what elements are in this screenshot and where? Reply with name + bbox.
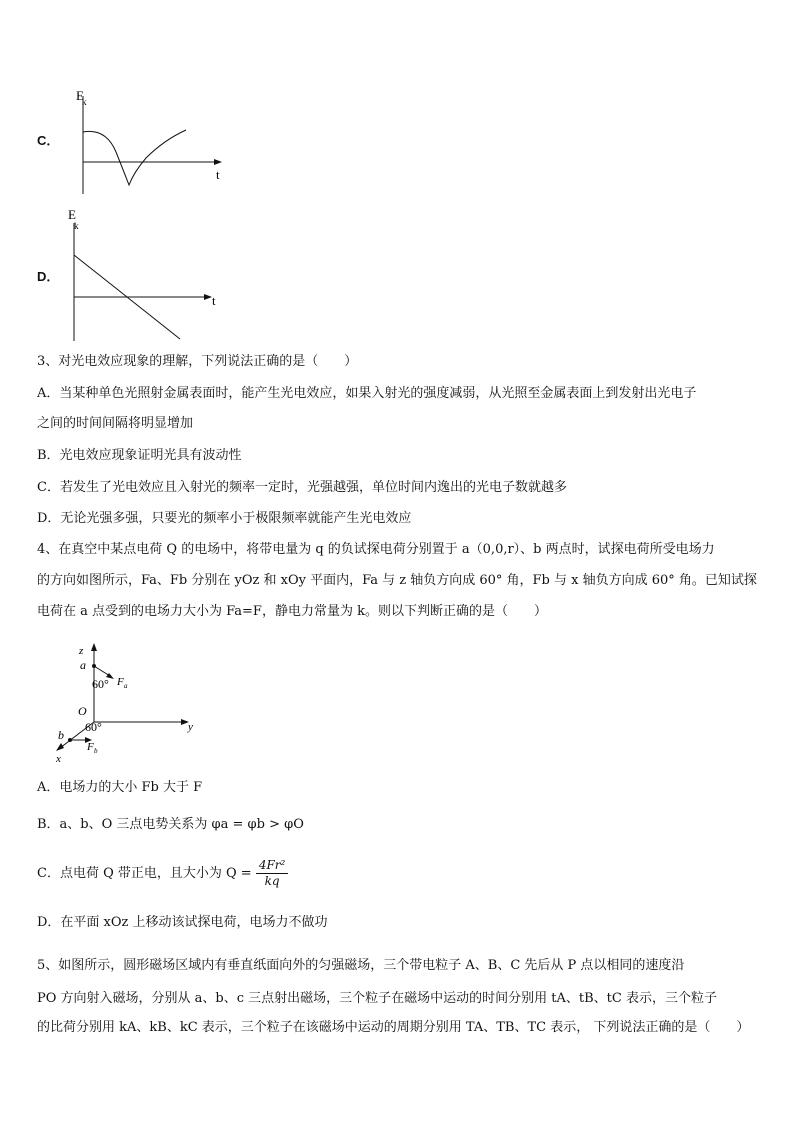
force-fb-label: F: [87, 741, 94, 753]
q3-option-c: C．若发生了光电效应且入射光的频率一定时，光强越强，单位时间内逸出的光电子数就越多: [37, 480, 567, 495]
point-b-label: b: [58, 728, 64, 742]
q4-option-b: B．a、b、O 三点电势关系为 φa = φb > φO: [37, 817, 304, 832]
graph-c-x-arrow: [214, 159, 222, 165]
force-fa-label: F: [117, 676, 124, 688]
q4-stem-line2: 的方向如图所示，Fa、Fb 分别在 yOz 和 xOy 平面内，Fa 与 z 轴负方向成 60° 角，Fb 与 x 轴负方向成 60° 角。已知试探: [37, 573, 757, 588]
q4-option-c: [37, 858, 288, 889]
q4-stem-line1: 4、在真空中某点电荷 Q 的电场中，将带电量为 q 的负试探电荷分别置于 a（0,0,r）、b 两点时，试探电荷所受电场力: [37, 542, 715, 557]
q4-option-a: A．电场力的大小 Fb 大于 F: [37, 780, 203, 795]
graph-d-y-axis-label: E: [68, 207, 76, 222]
origin-label: O: [78, 704, 87, 718]
y-axis-label: y: [188, 721, 193, 733]
q5-stem-line2: PO 方向射入磁场，分别从 a、b、c 三点射出磁场，三个粒子在磁场中运动的时间分别用 tA、tB、tC 表示，三个粒子: [37, 991, 717, 1006]
q5-stem-line1: 5、如图所示，圆形磁场区域内有垂直纸面向外的匀强磁场，三个带电粒子 A、B、C 先后从 P 点以相同的速度沿: [37, 958, 685, 973]
graph-d-x-arrow: [204, 294, 212, 300]
force-fa-arrow: [94, 666, 110, 676]
graph-d-y-axis-sub: k: [74, 221, 79, 231]
x-axis-label: x: [56, 753, 61, 765]
graph-d-x-axis-label: t: [212, 293, 216, 308]
angle-b-label: 60°: [85, 720, 102, 734]
angle-a-label: 60°: [92, 677, 109, 691]
z-axis-label: z: [79, 645, 84, 657]
q4-stem-line3: 电荷在 a 点受到的电场力大小为 Fa=F，静电力常量为 k。则以下判断正确的是（ ）: [37, 604, 547, 619]
graph-c-curve: [83, 130, 186, 185]
x-axis-arrow: [56, 743, 64, 751]
q4-option-c-text: C．点电荷 Q 带正电，且大小为 Q =: [37, 866, 252, 881]
fraction-denominator: kq: [264, 874, 280, 888]
fraction-numerator: 4Fr²: [256, 858, 289, 874]
graph-c-ek-t: [68, 86, 228, 198]
force-fb-sub: b: [94, 747, 98, 755]
q3-option-d: D．无论光强多强，只要光的频率小于极限频率就能产生光电效应: [37, 511, 412, 526]
q3-option-a-line2: 之间的时间间隔将明显增加: [37, 416, 194, 431]
graph-c-y-axis-sub: k: [82, 97, 87, 107]
option-d-label: D．: [37, 269, 60, 284]
q5-stem-line3: 的比荷分别用 kA、kB、kC 表示，三个粒子在该磁场中运动的周期分别用 TA、TB、TC 表示， 下列说法正确的是（ ）: [37, 1020, 750, 1035]
q3-option-b: B．光电效应现象证明光具有波动性: [37, 448, 242, 463]
q3-option-a-line1: A．当某种单色光照射金属表面时，能产生光电效应，如果入射光的强度减弱，从光照至金属表面上到发射出光电子: [37, 386, 697, 401]
graph-d-ek-t: [62, 205, 227, 345]
option-c-label: C．: [37, 133, 60, 148]
point-a-label: a: [80, 658, 86, 672]
graph-c-y-axis-label: E: [76, 88, 84, 103]
q3-stem: 3、对光电效应现象的理解，下列说法正确的是（ ）: [37, 354, 358, 369]
q4-option-d: D．在平面 xOz 上移动该试探电荷，电场力不做功: [37, 915, 328, 930]
graph-c-x-axis-label: t: [216, 167, 220, 182]
q4-coordinate-figure: [48, 638, 208, 766]
z-axis-arrow: [91, 643, 97, 651]
q4-option-c-fraction: [256, 858, 289, 889]
force-fa-sub: a: [124, 682, 128, 690]
